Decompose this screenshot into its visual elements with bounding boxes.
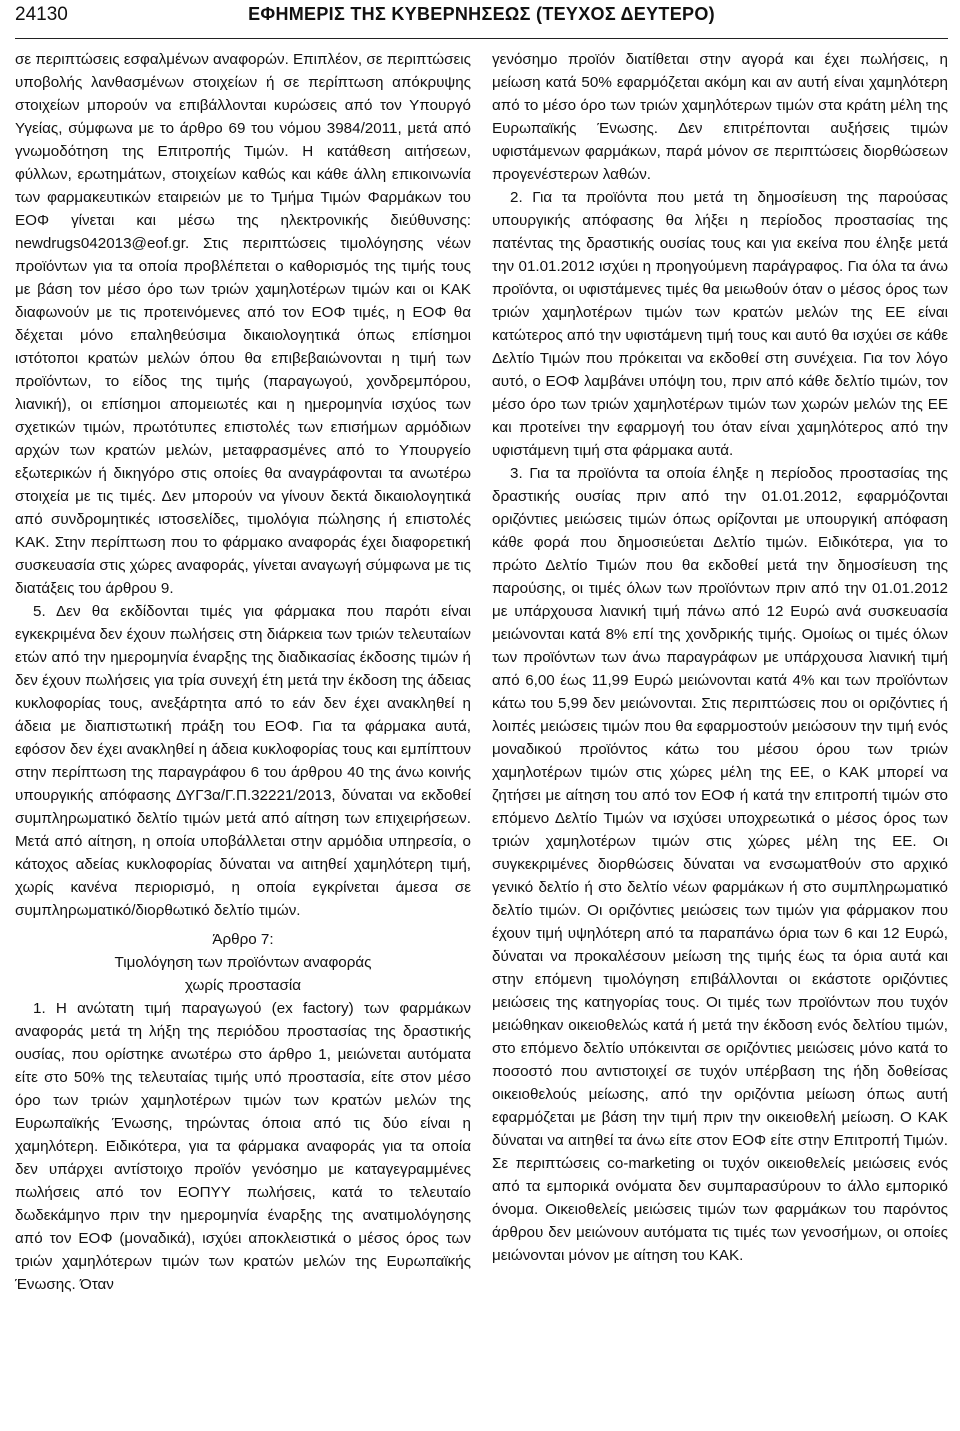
left-column [15, 48, 471, 1296]
left-paragraph-1: σε περιπτώσεις εσφαλμένων αναφορών. Επιπλέον, σε περιπτώσεις υποβολής λανθασμένων στοιχείων ή σε περίπτωση απόκρυψης στοιχείων μπορούν να επιβάλλονται κυρώσεις από τον Υπουργό Υγείας, σύμφωνα με το άρθρο 69 του νόμου 3984/2011, μετά από γνωμοδότηση της Επιτροπής Τιμών. Η κατάθεση αιτήσεων, φύλλων, ερωτημάτων, στοιχείων καθώς και κάθε άλλη επικοινωνία των φαρμακευτικών εταιρειών με το Τμήμα Τιμών Φαρμάκων του ΕΟΦ γίνεται και μέσω της ηλεκτρονικής διεύθυνσης: newdrugs042013@eof.gr. Στις περιπτώσεις τιμολόγησης νέων προϊόντων για τα οποία προβλέπεται ο καθορισμός της τιμής τους με βάση τον μέσο όρο των τριών χαμηλοτέρων τιμών και οι ΚΑΚ διαφωνούν με τις προτεινόμενες από τον ΕΟΦ τιμές, η ΕΟΦ θα δέχεται μόνο επαληθεύσιμα δικαιολογητικά όπως επίσημοι ιστότοποι κρατών μελών όπου θα επιβεβαιώνονται η τιμή των προϊόντων, το είδος της τιμής (παραγωγού, χονδρεμπόρου, λιανική), οι επίσημοι απομειωτές και η ημερομηνία ισχύος των σχετικών τιμών, πρωτότυπες επιστολές των επισήμων αρμόδιων αρχών των κρατών μελών, μεταφρασμένες από το Υπουργείο εξωτερικών ή δικηγόρο στις οποίες θα αναγράφονται τα ανωτέρω στοιχεία με τις τιμές. Δεν μπορούν να γίνουν δεκτά δικαιολογητικά από συνδρομητικές ιστοσελίδες, τιμολόγια πώλησης ή επιστολές ΚΑΚ. Στην περίπτωση που το φάρμακο αναφοράς έχει διαφορετική συσκευασία στις χώρες αναφοράς, γίνεται αναγωγή σύμφωνα με τις διατάξεις του άρθρου 9. [15, 51, 471, 597]
page-number: 24130 [15, 4, 68, 25]
right-paragraph-2: 2. Για τα προϊόντα που μετά τη δημοσίευση της παρούσας υπουργικής απόφασης θα λήξει η περίοδος προστασίας της πατέντας της δραστικής ουσίας τους και για εκείνα που έληξε μετά την 01.01.2012 ισχύει η προηγούμενη παράγραφος. Για όλα τα άνω προϊόντα, οι υφιστάμενες τιμές θα μειωθούν όταν ο μέσος όρος των τριών χαμηλοτέρων τιμών των κρατών μελών της ΕΕ είναι κατώτερος από την υφιστάμενη τιμή τους και αυτό θα ισχύει σε κάθε Δελτίο Τιμών που πρόκειται να εκδοθεί στη συνέχεια. Για τον λόγο αυτό, ο ΕΟΦ λαμβάνει υπόψη του, πριν από κάθε δελτίο τιμών, τον μέσο όρο των τριών χαμηλοτέρων τιμών των χωρών μελών της ΕΕ και προτείνει την εφαρμογή του όταν είναι χαμηλότερος από την υφιστάμενη τιμή στα φάρμακα αυτά. [492, 189, 948, 459]
article-heading [15, 928, 471, 997]
article-subtitle-line-1: Τιμολόγηση των προϊόντων αναφοράς [114, 954, 372, 971]
right-paragraph-3: 3. Για τα προϊόντα τα οποία έληξε η περίοδος προστασίας της δραστικής ουσίας πριν από την 01.01.2012, εφαρμόζονται οριζόντιες μειώσεις τιμών όπως ορίζονται με υπουργική απόφαση κάθε φορά που δημοσιεύεται Δελτίο τιμών. Ειδικότερα, για το πρώτο Δελτίο Τιμών που θα εκδοθεί μετά την δημοσίευση της παρούσης, οι τιμές όλων των προϊόντων πριν από την 01.01.2012 με υπάρχουσα λιανική τιμή πάνω από 12 Ευρώ ανά συσκευασία μειώνονται κατά 8% επί της χονδρικής τιμής. Ομοίως οι τιμές όλων των προϊόντων των άνω παραγράφων με υπάρχουσα λιανική τιμή από 6,00 έως 11,99 Ευρώ μειώνονται κατά 4% και των προϊόντων κάτω του 5,99 δεν μειώνονται. Στις περιπτώσεις που οι οριζόντιες ή λοιπές μειώσεις τιμών που θα εφαρμοστούν μειώσουν την τιμή ενός μοναδικού προϊόντος κάτω του μέσου όρου των τριών χαμηλοτέρων τιμών στις χώρες μέλη της ΕΕ, ο ΚΑΚ μπορεί να ζητήσει με αίτηση του από τον ΕΟΦ ή κατά την επιτροπή τιμών στο επόμενο Δελτίο Τιμών να ισχύσει υποχρεωτικά ο μέσος όρος των τριών χαμηλοτέρων τιμών στις χώρες μέλη της ΕΕ. Οι συγκεκριμένες διορθώσεις δύναται να ενσωματθούν στο αρχικό γενικό δελτίο ή στο δελτίο νέων φαρμάκων ή στο συμπληρωματικό δελτίο τιμών. Οι οριζόντιες μειώσεις των τιμών για φάρμακον που έχουν τιμή υψηλότερη από τα παραπάνω όρια των 6 και 12 Ευρώ, δύναται να προκαλέσουν μείωση της τιμής έως τα όρια αυτά και στην επόμενη τιμολόγηση επιβάλλονται οι εκάστοτε οριζόντιες μειώσεις της κατηγορίας τους. Οι τιμές των προϊόντων που τυχόν μειώθηκαν οικειοθελώς κατά ή μετά την έκδοση ενός δελτίου τιμών, στο επόμενο δελτίο υπόκεινται σε οριζόντιες μειώσεις μόνο κατά το ποσοστό που αντιστοιχεί σε τυχόν υπέρβαση της ήδη δοθείσας οικειοθελούς μείωσης, από την οριζόντια μείωση όπως αυτή εφαρμόζεται με βάση την τιμή πριν την οικειοθελή μείωση. Ο ΚΑΚ δύναται να αιτηθεί τα άνω είτε στον ΕΟΦ είτε στην Επιτροπή Τιμών. Σε περιπτώσεις co-marketing οι τυχόν οικειοθελείς μειώσεις ενός από τα εμπορικά ονόματα δεν συμπαρασύρουν το άλλο εμπορικό όνομα. Οικειοθελείς μειώσεις τιμών των φαρμάκων του παρόντος άρθρου δεν μειώνουν αυτόματα τις τιμές των γενοσήμων, οι οποίες μειώνονται μόνον με αίτηση του ΚΑΚ. [492, 465, 948, 1264]
article-title: Άρθρο 7: [212, 931, 274, 948]
left-paragraph-2: 5. Δεν θα εκδίδονται τιμές για φάρμακα που παρότι είναι εγκεκριμένα δεν έχουν πωλήσεις στη διάρκεια των τριών τελευταίων ετών από την ημερομηνία έναρξης της διαδικασίας έκδοσης τιμών ή δεν έχουν πωλήσεις για τρία συνεχή έτη μετά την έκδοση της άδειας κυκλοφορίας τους, ανεξάρτητα από το εάν δεν έχει ανακληθεί η άδεια με διαπιστωτική πράξη του ΕΟΦ. Για τα φάρμακα αυτά, εφόσον δεν έχει ανακληθεί η άδεια κυκλοφορίας τους και εμπίπτουν στην περίπτωση της παραγράφου 6 του άρθρου 40 της άνω κοινής υπουργικής απόφασης ΔΥΓ3α/Γ.Π.32221/2013, δύναται να εκδοθεί συμπληρωματικό δελτίο τιμών μετά από αίτηση των επιχειρήσεων. Μετά από αίτηση, η οποία υποβάλλεται στην αρμόδια υπηρεσία, ο κάτοχος αδείας κυκλοφορίας δύναται να αιτηθεί χαμηλότερη τιμή, χωρίς κανένα περιορισμό, η οποία εγκρίνεται άμεσα σε συμπληρωματικό/διορθωτικό δελτίο τιμών. [15, 603, 471, 919]
right-column [492, 48, 948, 1296]
article-subtitle-line-2: χωρίς προστασία [184, 977, 301, 994]
page-header [15, 0, 948, 39]
text-columns [15, 48, 948, 1296]
left-paragraph-3: 1. Η ανώτατη τιμή παραγωγού (ex factory) των φαρμάκων αναφοράς μετά τη λήξη της περιόδου προστασίας της δραστικής ουσίας, που ορίστηκε ανωτέρω στο άρθρο 1, μειώνεται αυτόματα είτε στο 50% της τελευταίας τιμής υπό προστασία, είτε στον μέσο όρο των τριών χαμηλοτέρων τιμών των κρατών μελών της Ευρωπαϊκής Ένωσης, τηρώντας όποια από τις δύο είναι η χαμηλότερη. Ειδικότερα, για τα φάρμακα αναφοράς για τα οποία δεν υπάρχει αντίστοιχο προϊόν γενόσημο με καταγεγραμμένες πωλήσεις από τον ΕΟΠΥΥ πωλήσεις, κατά το τελευταίο δωδεκάμηνο πριν την ημερομηνία έναρξης της ανατιμολόγησης από τον ΕΟΦ (μοναδικά), ισχύει αποκλειστικά ο μέσος όρος των τριών χαμηλότερων τιμών των κρατών μελών της Ευρωπαϊκής Ένωσης. Όταν [15, 1000, 471, 1293]
right-paragraph-1: γενόσημο προϊόν διατίθεται στην αγορά και έχει πωλήσεις, η μείωση κατά 50% εφαρμόζεται ακόμη και αν αυτή είναι χαμηλότερη από το μέσο όρο των τριών χαμηλότερων τιμών στα κράτη μέλη της Ευρωπαϊκής Ένωσης. Δεν επιτρέπονται αυξήσεις τιμών υφιστάμενων φαρμάκων, παρά μόνον σε περιπτώσεις διορθώσεων προγενέστερων λαθών. [492, 51, 948, 183]
journal-title: ΕΦΗΜΕΡΙΣ ΤΗΣ ΚΥΒΕΡΝΗΣΕΩΣ (ΤΕΥΧΟΣ ΔΕΥΤΕΡΟ) [248, 4, 715, 24]
